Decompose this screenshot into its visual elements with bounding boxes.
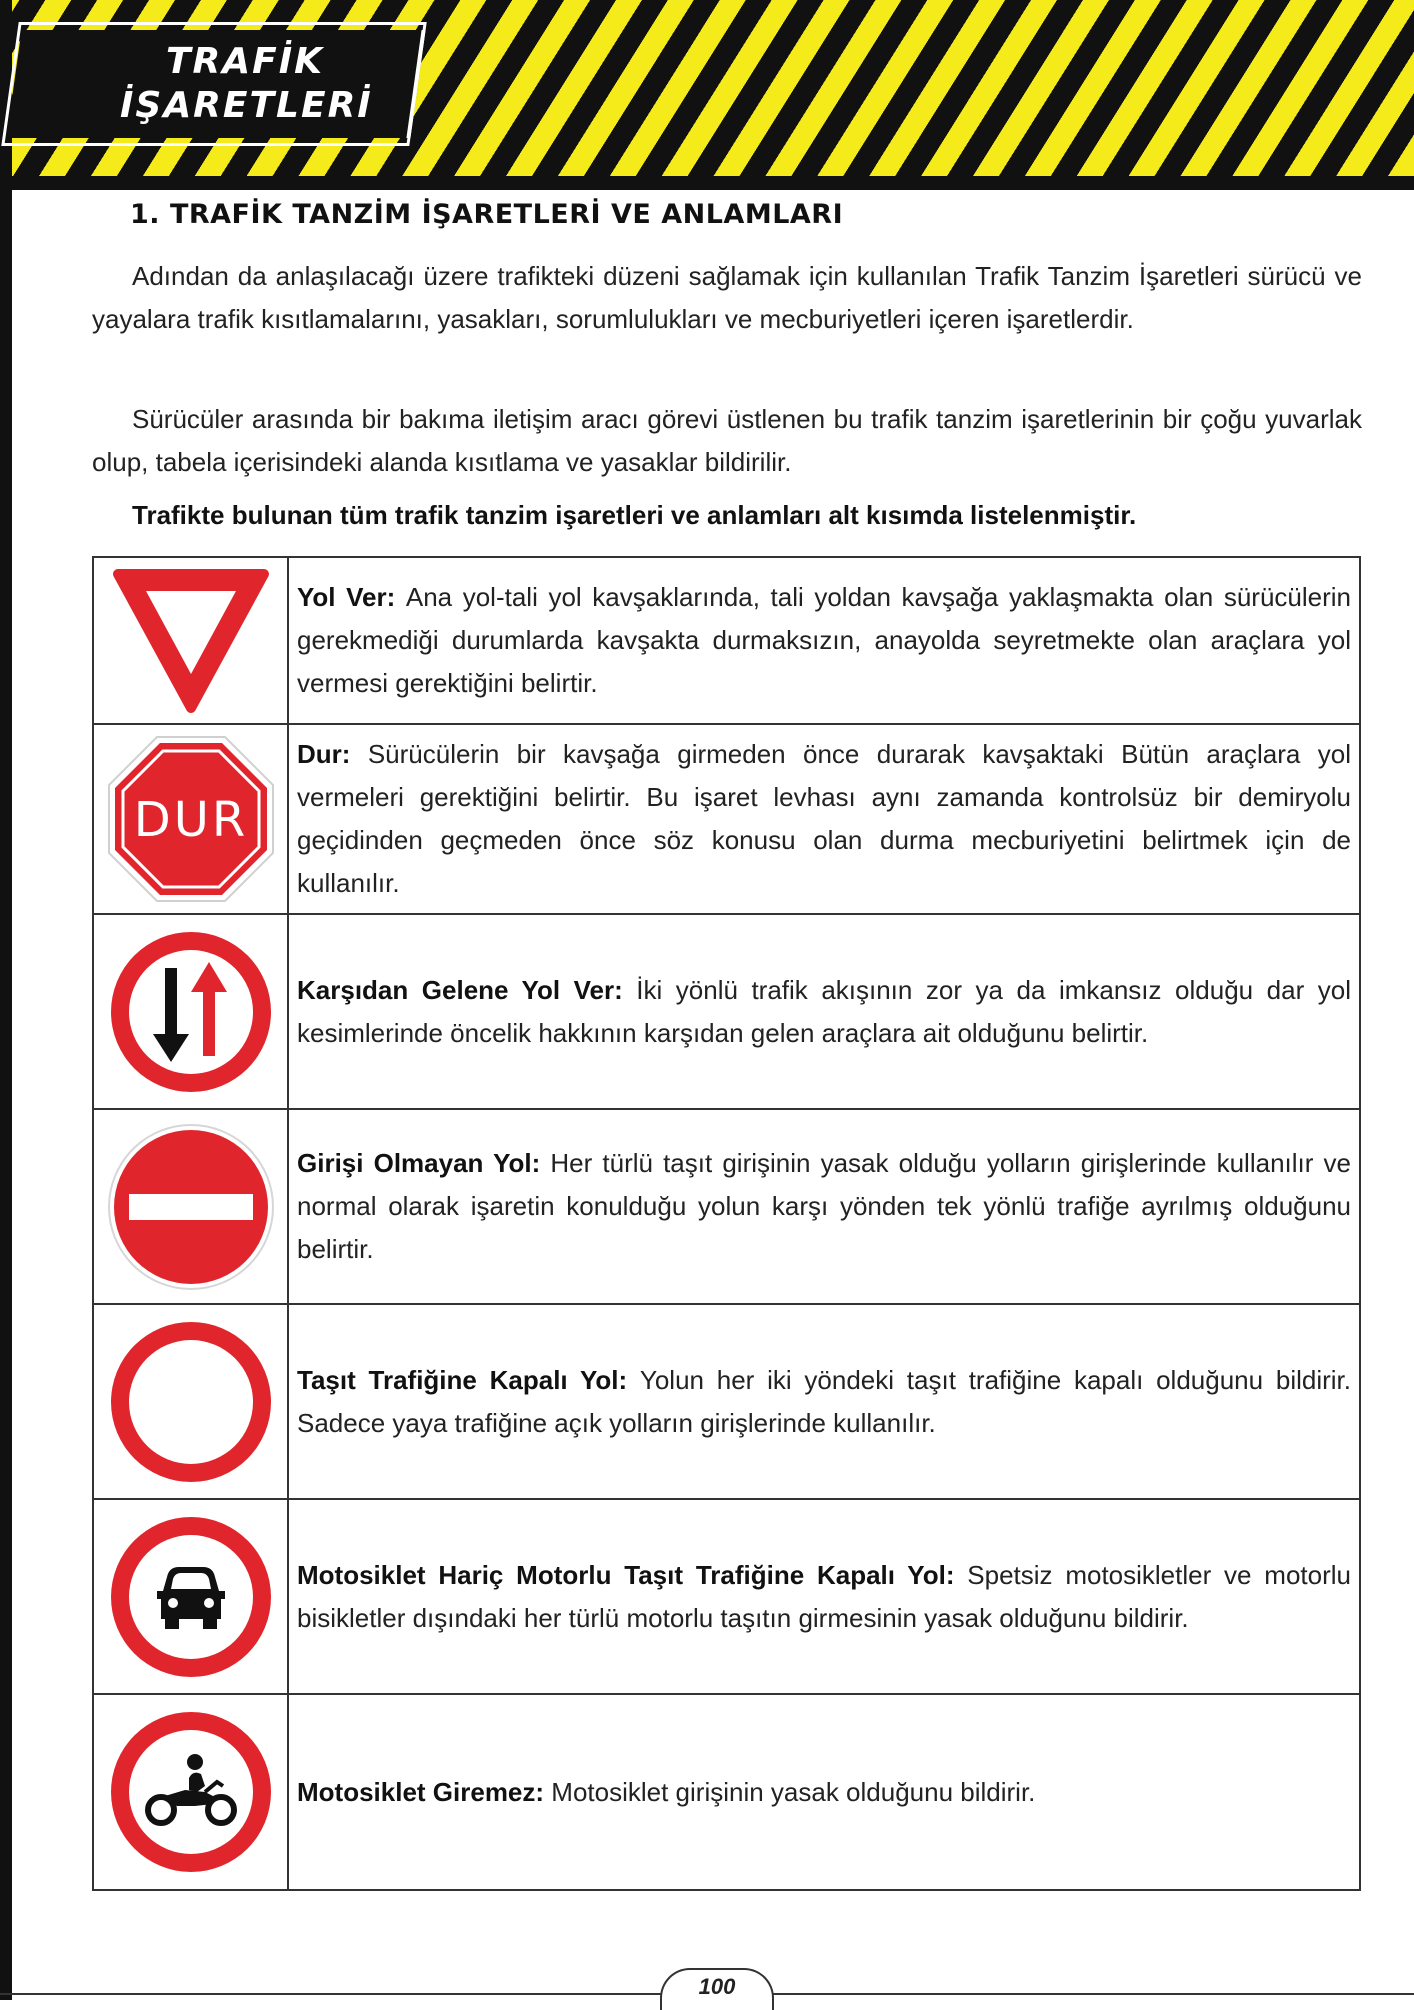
table-row [93, 1109, 1360, 1304]
no-motor-vehicles-sign-icon [105, 1511, 277, 1683]
sign-name: Dur: [297, 739, 368, 769]
section-heading: 1. TRAFİK TANZİM İŞARETLERİ VE ANLAMLARI [130, 199, 844, 230]
sign-name: Girişi Olmayan Yol: [297, 1148, 551, 1178]
header-banner-base [0, 176, 1414, 190]
page-edge-bar [0, 0, 12, 2000]
oncoming-priority-sign-icon [105, 926, 277, 1098]
sign-text: Sürücülerin bir kavşağa girmeden önce durarak kavşaktaki Bütün araçlara yol vermeleri gerektiğini belirtir. Bu işaret levhası aynı zamanda kontrolsüz bir demiryolu geçidinden geçmeden önce söz konusu olan durma mecburiyetini belirtmek için de kullanılır. [297, 739, 1351, 898]
table-row [93, 557, 1360, 724]
page-title-line1: TRAFİK [165, 41, 325, 82]
stop-sign-icon [105, 733, 277, 905]
sign-text: İki yönlü trafik akışının zor ya da imkansız olduğu dar yol kesimlerinde öncelik hakkının karşıdan gelen araçlara ait olduğunu belirtir. [297, 974, 1351, 1048]
signs-table [92, 556, 1361, 1891]
table-row [93, 1304, 1360, 1499]
table-row [93, 914, 1360, 1109]
stop-sign-text: DUR [133, 792, 248, 848]
sign-text: Yolun her iki yöndeki taşıt trafiğine kapalı olduğunu bildirir. Sadece yaya trafiğine açık yolların girişlerinde kullanılır. [297, 1364, 1351, 1438]
table-row [93, 1694, 1360, 1890]
sign-image-cell [93, 914, 288, 1109]
page-title-line2: İŞARETLERİ [120, 85, 373, 126]
table-row [93, 1499, 1360, 1694]
no-entry-sign-icon [105, 1121, 277, 1293]
sign-description [288, 1304, 1360, 1499]
sign-image-cell [93, 557, 288, 724]
sign-text: Her türlü taşıt girişinin yasak olduğu yolların girişlerinde kullanılır ve normal olarak işaretin konulduğu yolun karşı yönden tek yönlü trafiğe ayrılmış olduğunu belirtir. [297, 1148, 1351, 1264]
sign-image-cell [93, 724, 288, 914]
sign-name: Yol Ver: [297, 582, 406, 612]
sign-description [288, 1694, 1360, 1890]
intro-paragraph-1: Adından da anlaşılacağı üzere trafikteki düzeni sağlamak için kullanılan Trafik Tanzim İşaretleri sürücü ve yayalara trafik kısıtlamalarını, yasakları, sorumlulukları ve mecburiyetleri içeren işaretlerdir. [92, 261, 1362, 334]
page-number: 100 [660, 1968, 774, 2010]
sign-text: Spetsiz motosikletler ve motorlu bisikletler dışındaki her türlü motorlu taşıtın girmesinin yasak olduğunu bildirir. [297, 1559, 1351, 1633]
sign-name: Taşıt Trafiğine Kapalı Yol: [297, 1364, 640, 1395]
no-vehicles-sign-icon [105, 1316, 277, 1488]
sign-image-cell [93, 1304, 288, 1499]
intro-paragraph-2: Sürücüler arasında bir bakıma iletişim aracı görevi üstlenen bu trafik tanzim işaretlerinin bir çoğu yuvarlak olup, tabela içerisindeki alanda kısıtlama ve yasaklar bildirilir. [92, 404, 1362, 477]
sign-name: Karşıdan Gelene Yol Ver: [297, 974, 637, 1005]
sign-description [288, 1109, 1360, 1304]
sign-image-cell [93, 1109, 288, 1304]
sign-name: Motosiklet Giremez: [297, 1776, 552, 1807]
yield-sign-icon [108, 566, 274, 716]
no-motorcycles-sign-icon [105, 1706, 277, 1878]
page-title [120, 40, 373, 128]
sign-description [288, 1499, 1360, 1694]
sign-text: Motosiklet girişinin yasak olduğunu bildirir. [551, 1776, 1036, 1807]
sign-image-cell [93, 1499, 288, 1694]
sign-image-cell [93, 1694, 288, 1890]
sign-description [288, 557, 1360, 724]
sign-name: Motosiklet Hariç Motorlu Taşıt Trafiğine Kapalı Yol: [297, 1559, 968, 1590]
sign-description [288, 724, 1360, 914]
list-note: Trafikte bulunan tüm trafik tanzim işaretleri ve anlamları alt kısımda listelenmiştir. [132, 500, 1137, 530]
sign-text: Ana yol-tali yol kavşaklarında, tali yoldan kavşağa yaklaşmakta olan sürücülerin gerekmediği durumlarda kavşakta durmaksızın, anayolda seyretmekte olan araçlara yol vermesi gerektiğini belirtir. [297, 582, 1351, 698]
sign-description [288, 914, 1360, 1109]
table-row [93, 724, 1360, 914]
